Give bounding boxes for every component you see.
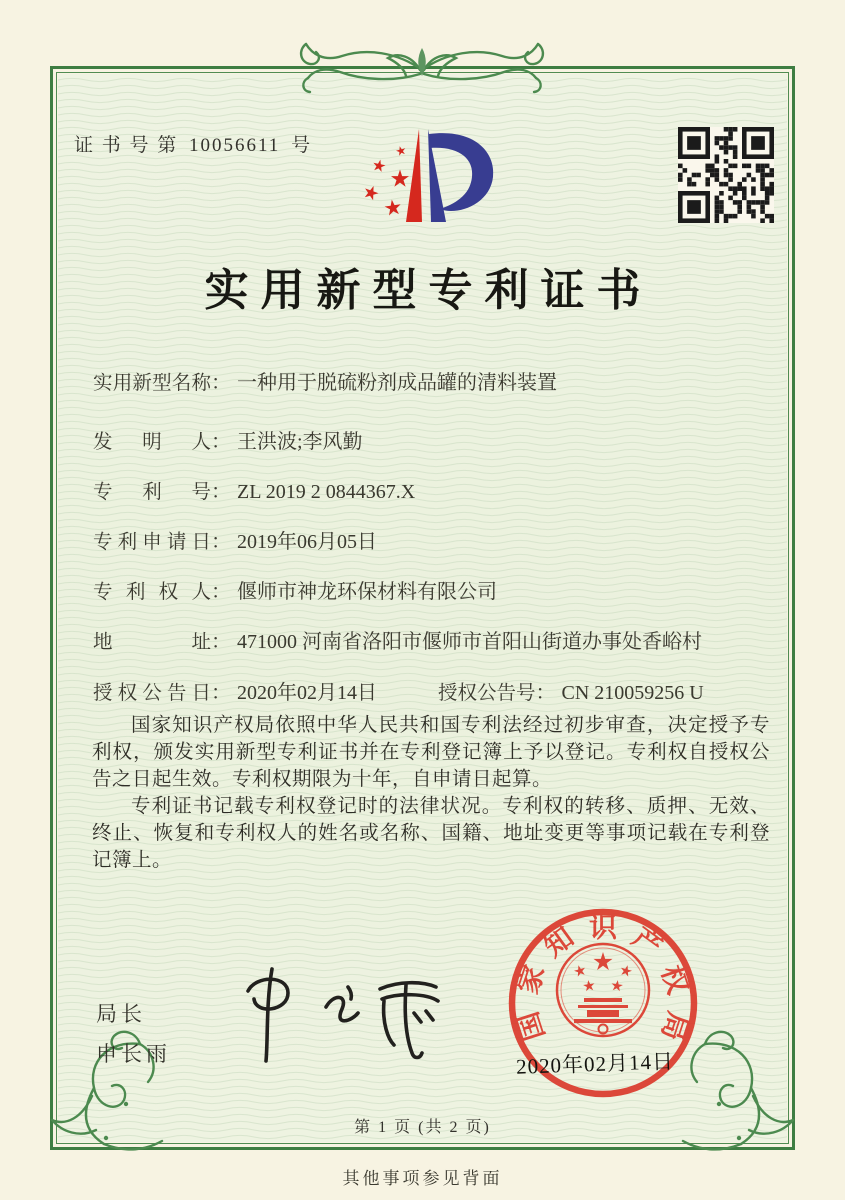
qr-code-icon xyxy=(678,127,774,223)
field-row-inventor xyxy=(93,425,753,454)
field-value: 一种用于脱硫粉剂成品罐的清料装置 xyxy=(237,372,557,394)
field-value: 2020年02月14日 xyxy=(237,682,377,704)
field-value: 偃师市神龙环保材料有限公司 xyxy=(237,581,497,603)
seal-date: 2020年02月14日 xyxy=(515,1049,675,1079)
field-label: 专利号 xyxy=(93,482,211,503)
field-label: 实用新型名称 xyxy=(93,373,211,394)
commissioner-name: 申长雨 xyxy=(96,1042,171,1066)
field-value: ZL 2019 2 0844367.X xyxy=(237,481,416,503)
top-flourish-ornament-icon xyxy=(292,38,552,100)
body-paragraph-2: 专利证书记载专利权登记时的法律状况。专利权的转移、质押、无效、终止、恢复和专利权人的姓名或名称、国籍、地址变更等事项记载在专利登记簿上。 xyxy=(92,796,770,871)
field-grant-number xyxy=(438,676,704,705)
field-row-grant-date xyxy=(93,676,753,705)
field-label: 授权公告日 xyxy=(93,683,211,704)
national-emblem-icon xyxy=(557,944,649,1036)
field-label: 发明人 xyxy=(93,432,211,453)
field-row-utility-model-name xyxy=(93,366,753,395)
field-label: 专利权人 xyxy=(93,582,211,603)
field-value: 2019年06月05日 xyxy=(237,531,377,553)
body-paragraph-1: 国家知识产权局依照中华人民共和国专利法经过初步审查，决定授予专利权，颁发实用新型专利证书并在专利登记簿上予以登记。专利权自授权公告之日起生效。专利权期限为十年，自申请日起算。 xyxy=(92,715,770,790)
field-row-patentee xyxy=(93,575,753,604)
seal-text: 国家知识产权局 xyxy=(513,913,693,1045)
field-label: 地址 xyxy=(93,632,211,653)
field-label: 授权公告号 xyxy=(438,683,536,704)
certificate-number-suffix: 号 xyxy=(291,135,313,156)
colon: ： xyxy=(211,431,231,453)
field-label: 专利申请日 xyxy=(93,532,211,553)
certificate-number-digits: 10056611 xyxy=(189,135,281,156)
cnipa-logo-icon xyxy=(332,118,517,238)
field-value: 471000 河南省洛阳市偃师市首阳山街道办事处香峪村 xyxy=(237,631,702,653)
colon: ： xyxy=(211,631,231,653)
handwritten-signature-icon xyxy=(230,955,460,1070)
legal-body-text xyxy=(92,712,770,874)
back-side-note: 其他事项参见背面 xyxy=(342,1169,503,1188)
commissioner-title: 局长 xyxy=(96,1002,146,1026)
colon: ： xyxy=(211,481,231,503)
field-value: 王洪波;李风勤 xyxy=(237,431,363,453)
colon: ： xyxy=(211,682,231,704)
colon: ： xyxy=(211,531,231,553)
page-number: 第 1 页 (共 2 页) xyxy=(354,1119,491,1136)
certificate-number-prefix: 证 书 号 第 xyxy=(74,135,179,156)
certificate-title: 实用新型专利证书 xyxy=(204,266,653,315)
field-row-address xyxy=(93,625,753,654)
colon: ： xyxy=(535,682,556,704)
field-row-filing-date xyxy=(93,525,753,554)
certificate-number xyxy=(74,130,312,157)
field-row-patent-number xyxy=(93,475,753,504)
colon: ： xyxy=(211,581,231,603)
colon: ： xyxy=(211,372,231,394)
field-value: CN 210059256 U xyxy=(561,682,704,704)
